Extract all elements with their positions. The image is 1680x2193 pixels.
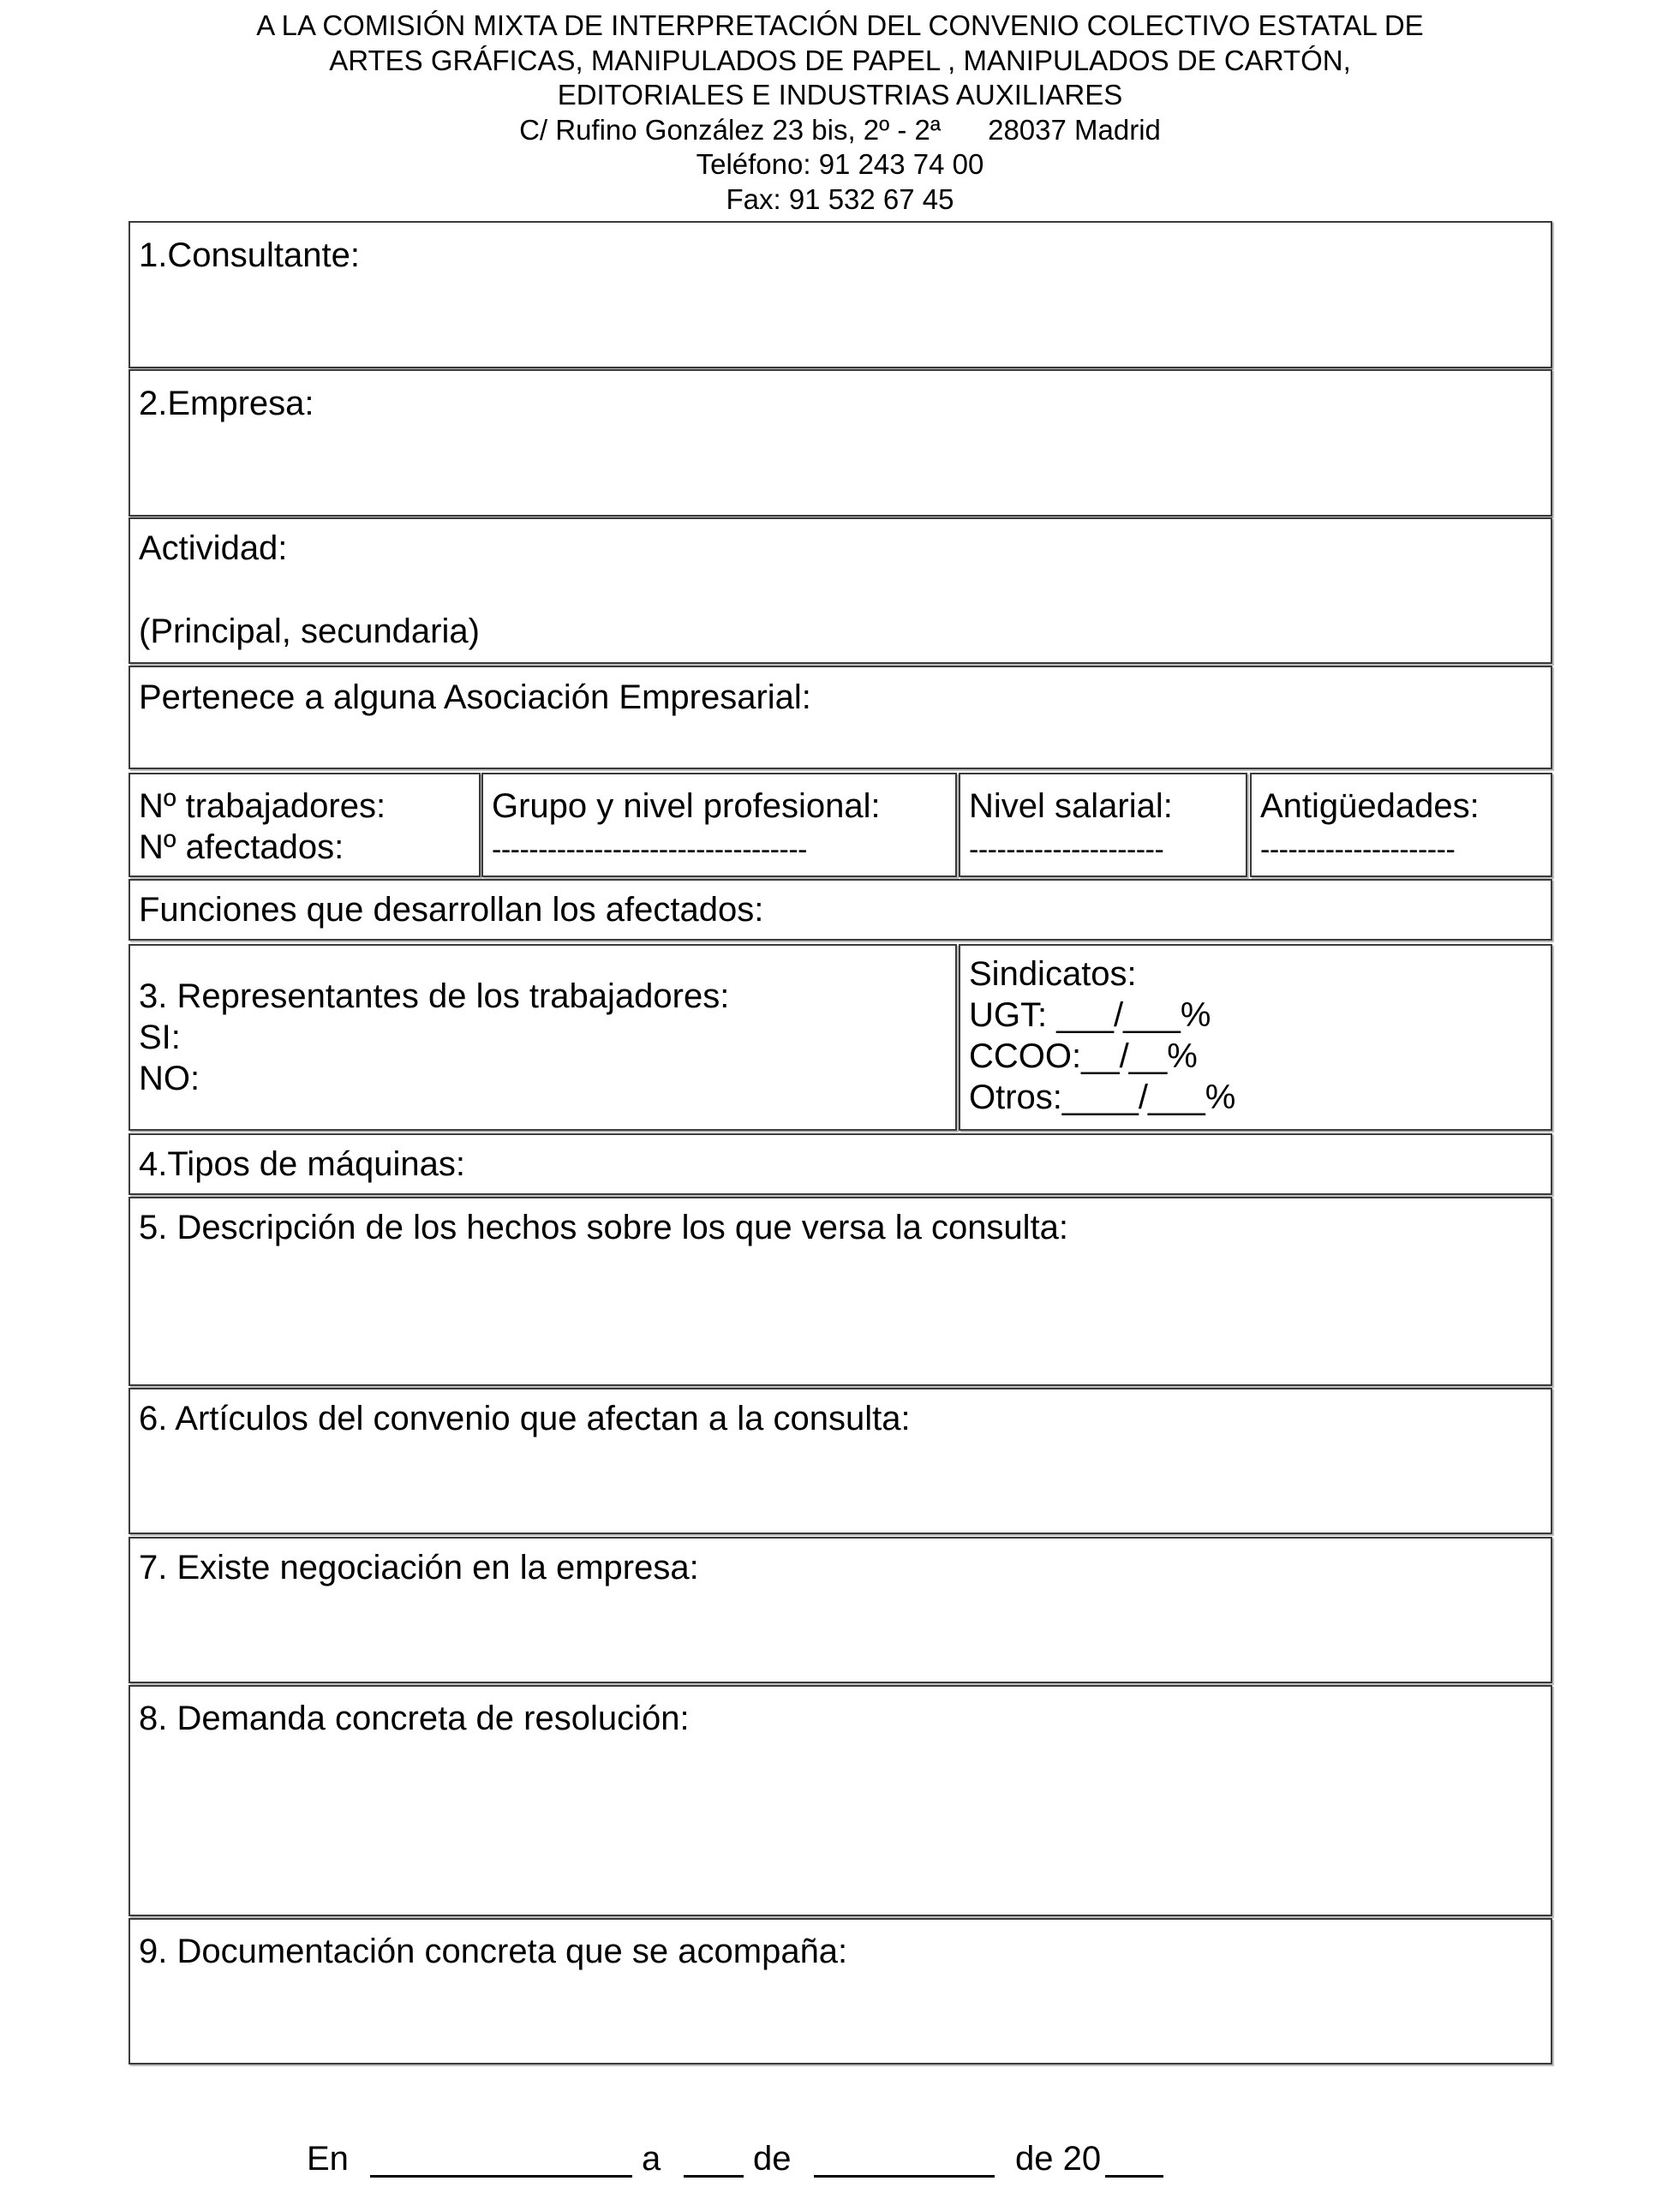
header-line: ARTES GRÁFICAS, MANIPULADOS DE PAPEL , MANIPULADOS DE CARTÓN,	[329, 44, 1351, 76]
antiguedades-field[interactable]	[1250, 773, 1552, 877]
actividad-label: Actividad:	[139, 529, 288, 567]
footer-year-prefix: de 20	[1015, 2140, 1102, 2178]
negociacion-field[interactable]	[129, 1537, 1552, 1683]
nivel-salarial-dashes: ---------------------	[969, 834, 1164, 866]
header-phone: Teléfono: 91 243 74 00	[696, 148, 984, 180]
sindicato-otros: Otros:____/___%	[969, 1079, 1236, 1116]
year-blank[interactable]	[1105, 2175, 1163, 2178]
sindicato-ccoo: CCOO:__/__%	[969, 1037, 1198, 1075]
representantes-label: 3. Representantes de los trabajadores:	[139, 977, 730, 1015]
asociacion-label: Pertenece a alguna Asociación Empresarial:	[139, 678, 811, 716]
actividad-field[interactable]	[129, 517, 1552, 664]
day-blank[interactable]	[684, 2175, 744, 2178]
consultante-field[interactable]	[129, 221, 1552, 368]
consultante-label: 1.Consultante:	[139, 236, 360, 274]
representantes-si: SI:	[139, 1019, 181, 1056]
descripcion-label: 5. Descripción de los hechos sobre los que versa la consulta:	[139, 1209, 1069, 1246]
document-header	[129, 9, 1551, 217]
actividad-hint: (Principal, secundaria)	[139, 612, 480, 650]
funciones-label: Funciones que desarrollan los afectados:	[139, 891, 764, 929]
maquinas-label: 4.Tipos de máquinas:	[139, 1145, 465, 1183]
demanda-label: 8. Demanda concreta de resolución:	[139, 1700, 690, 1737]
sindicato-ugt: UGT: ___/___%	[969, 996, 1211, 1034]
empresa-label: 2.Empresa:	[139, 385, 314, 422]
representantes-field[interactable]	[129, 944, 957, 1131]
month-blank[interactable]	[814, 2175, 995, 2178]
documentacion-label: 9. Documentación concreta que se acompaña:	[139, 1933, 848, 1970]
footer-a: a	[642, 2140, 661, 2178]
grupo-nivel-label: Grupo y nivel profesional:	[492, 787, 881, 825]
demanda-field[interactable]	[129, 1685, 1552, 1916]
asociacion-field[interactable]	[129, 666, 1552, 769]
trabajadores-label: Nº trabajadores:	[139, 787, 386, 825]
date-line	[0, 2138, 1680, 2186]
footer-de: de	[753, 2140, 792, 2178]
negociacion-label: 7. Existe negociación en la empresa:	[139, 1549, 699, 1586]
grupo-nivel-dashes: ----------------------------------	[492, 834, 807, 866]
nivel-salarial-label: Nivel salarial:	[969, 787, 1173, 825]
trabajadores-field[interactable]	[129, 773, 481, 877]
afectados-label: Nº afectados:	[139, 828, 344, 866]
articulos-label: 6. Artículos del convenio que afectan a la consulta:	[139, 1400, 911, 1437]
sindicatos-field[interactable]	[959, 944, 1552, 1131]
sindicatos-label: Sindicatos:	[969, 955, 1137, 993]
header-line: EDITORIALES E INDUSTRIAS AUXILIARES	[557, 79, 1123, 111]
maquinas-field[interactable]	[129, 1133, 1552, 1195]
header-line: A LA COMISIÓN MIXTA DE INTERPRETACIÓN DEL CONVENIO COLECTIVO ESTATAL DE	[256, 9, 1424, 41]
antiguedades-dashes: ---------------------	[1260, 834, 1456, 866]
representantes-no: NO:	[139, 1060, 200, 1097]
grupo-nivel-field[interactable]	[481, 773, 957, 877]
place-blank[interactable]	[370, 2175, 632, 2178]
antiguedades-label: Antigüedades:	[1260, 787, 1480, 825]
articulos-field[interactable]	[129, 1388, 1552, 1534]
header-fax: Fax: 91 532 67 45	[726, 182, 954, 215]
footer-en: En	[307, 2140, 349, 2178]
descripcion-field[interactable]	[129, 1197, 1552, 1386]
empresa-field[interactable]	[129, 369, 1552, 517]
nivel-salarial-field[interactable]	[959, 773, 1247, 877]
header-address: C/ Rufino González 23 bis, 2º - 2ª 28037 Madrid	[519, 113, 1161, 146]
documentacion-field[interactable]	[129, 1918, 1552, 2065]
funciones-field[interactable]	[129, 879, 1552, 941]
